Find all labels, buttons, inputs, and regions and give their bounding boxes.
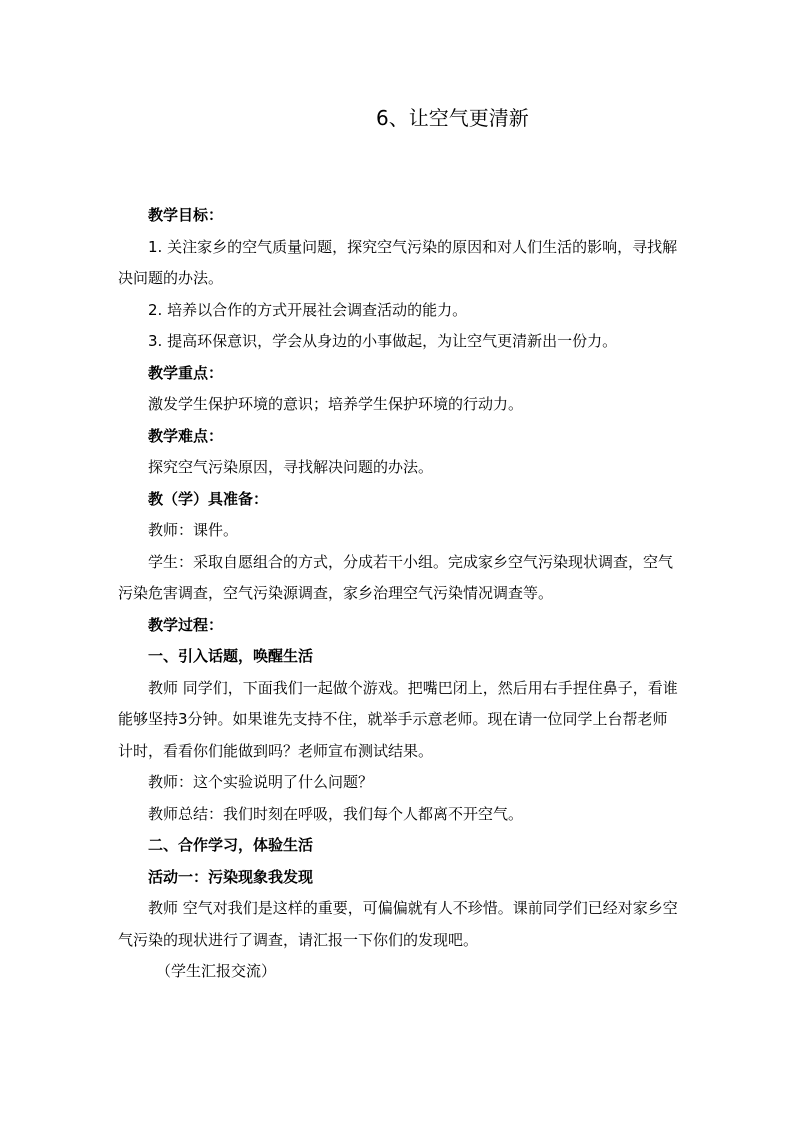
activity1-paragraph-2: （学生汇报交流） xyxy=(156,962,277,980)
prep-heading: 教（学）具准备： xyxy=(148,489,269,508)
prep-teacher: 教师：课件。 xyxy=(148,521,239,539)
document-title: 6、让空气更清新 xyxy=(376,106,529,130)
activity1-paragraph-1: 教师 空气对我们是这样的重要，可偏偏就有人不珍惜。课前同学们已经对家乡空气污染的现状进行了调查，请汇报一下你们的发现吧。 xyxy=(118,899,678,949)
goal-item-3: 3. 提高环保意识，学会从身边的小事做起，为让空气更清新出一份力。 xyxy=(148,332,618,350)
goal-item-1: 1. 关注家乡的空气质量问题，探究空气污染的原因和对人们生活的影响，寻找解决问题的办法。 xyxy=(118,237,678,287)
section1-paragraph-2: 教师：这个实验说明了什么问题？ xyxy=(148,773,374,791)
difficulties-text: 探究空气污染原因，寻找解决问题的办法。 xyxy=(148,458,434,476)
section2-heading: 二、合作学习，体验生活 xyxy=(148,836,314,854)
section1-heading: 一、引入话题，唤醒生活 xyxy=(148,647,314,665)
prep-student: 学生：采取自愿组合的方式，分成若干小组。完成家乡空气污染现状调查，空气污染危害调查，空气污染源调查，家乡治理空气污染情况调查等。 xyxy=(118,552,674,602)
goals-heading: 教学目标： xyxy=(148,206,224,224)
process-heading: 教学过程： xyxy=(148,615,224,634)
section1-paragraph-1: 教师 同学们，下面我们一起做个游戏。把嘴巴闭上，然后用右手捏住鼻子，看谁能够坚持3分钟。如果谁先支持不住，就举手示意老师。现在请一位同学上台帮老师计时，看看你们能做到吗？老师宣布测试结果。 xyxy=(118,678,678,760)
key-points-heading: 教学重点： xyxy=(148,363,224,382)
document-body xyxy=(118,200,678,988)
activity1-heading: 活动一：污染现象我发现 xyxy=(148,867,314,886)
difficulties-heading: 教学难点： xyxy=(148,426,224,445)
goal-item-2: 2. 培养以合作的方式开展社会调查活动的能力。 xyxy=(148,300,468,319)
section1-paragraph-3: 教师总结：我们时刻在呼吸，我们每个人都离不开空气。 xyxy=(148,804,524,823)
key-points-text: 激发学生保护环境的意识；培养学生保护环境的行动力。 xyxy=(148,395,524,413)
